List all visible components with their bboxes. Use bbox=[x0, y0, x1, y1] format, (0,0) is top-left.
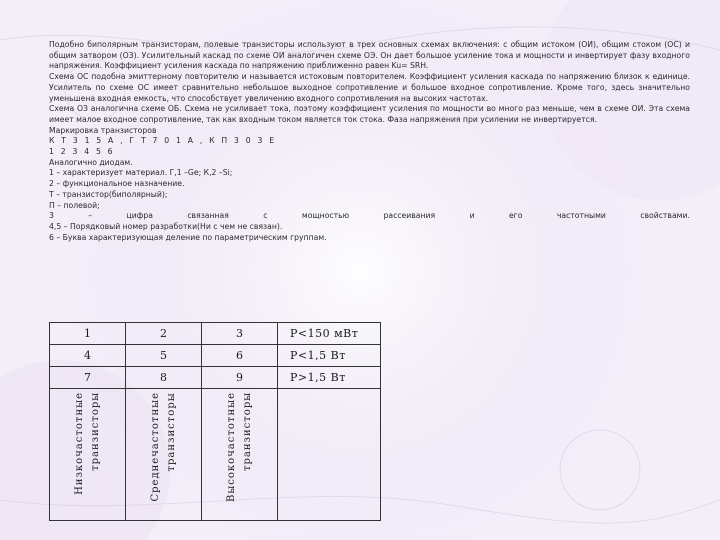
table-row bbox=[50, 389, 381, 521]
table-cell: 2 bbox=[126, 323, 202, 345]
marking-item-t: Т – транзистор(биполярный); bbox=[49, 189, 168, 199]
document-text bbox=[49, 40, 690, 243]
marking-item-2: 2 – функциональное назначение. bbox=[49, 179, 185, 189]
marking-codes: К Т 3 1 5 А , Г Т 7 0 1 А , К П 3 0 3 Е bbox=[49, 136, 277, 146]
power-cell: P<150 мВт bbox=[278, 323, 381, 345]
freq-low-cell: Низкочастотные транзисторы bbox=[50, 389, 126, 521]
paragraph-common-drain: Схема ОС подобна эмиттерному повторителю и называется истоковым повторителем. Коэффициент усиления каскада по напряжению близок к единице. Усилитель по схеме ОС имеет сравнительно небольшое выходное сопротивление и большое входное сопротивление. Кроме того, здесь значительно уменьшена входная емкость, что способствует увеличению входного сопротивления на высоких частотах. bbox=[49, 72, 690, 103]
table-row bbox=[50, 323, 381, 345]
table-cell: 8 bbox=[126, 367, 202, 389]
marking-item-1: 1 – характеризует материал. Г,1 –Ge; К,2 –Si; bbox=[49, 168, 233, 178]
paragraph-common-source: Подобно биполярным транзисторам, полевые транзисторы используют в трех основных схемах включения: с общим истоком (ОИ), общим стоком (ОС) и общим затвором (ОЗ). Усилительный каскад по схеме ОИ аналогичен схеме ОЭ. Он дает большое усиление тока и мощности и инвертирует фазу входного напряжения. Коэффициент усиления каскада по напряжению приближенно равен Ku= SRH. bbox=[49, 40, 690, 71]
marking-item-3: 3 – цифра связанная с мощностью рассеивания и его частотными свойствами. bbox=[49, 211, 690, 221]
table-cell: 1 bbox=[50, 323, 126, 345]
table-row bbox=[50, 345, 381, 367]
table-row bbox=[50, 367, 381, 389]
marking-heading: Маркировка транзисторов bbox=[49, 125, 157, 135]
marking-item-p: П – полевой; bbox=[49, 200, 100, 210]
table-cell: 5 bbox=[126, 345, 202, 367]
marking-similar: Аналогично диодам. bbox=[49, 157, 133, 167]
power-cell: P<1,5 Вт bbox=[278, 345, 381, 367]
marking-positions: 1 2 3 4 5 6 bbox=[49, 147, 115, 157]
table-cell: 6 bbox=[202, 345, 278, 367]
paragraph-common-gate: Схема ОЗ аналогична схеме ОБ. Схема не усиливает тока, поэтому коэффициент усиления по мощности во много раз меньше, чем в схеме ОИ. Эта схема имеет малое входное сопротивление, так как входным током является ток стока. Фаза напряжения при усилении не инвертируется. bbox=[49, 104, 690, 124]
table-cell: 7 bbox=[50, 367, 126, 389]
freq-mid-cell: Среднечастотные транзисторы bbox=[126, 389, 202, 521]
table-cell: 9 bbox=[202, 367, 278, 389]
marking-item-45: 4,5 – Порядковый номер разработки(Ни с чем не связан). bbox=[49, 221, 283, 231]
table-cell: 3 bbox=[202, 323, 278, 345]
table-cell: 4 bbox=[50, 345, 126, 367]
marking-table bbox=[49, 322, 381, 521]
marking-item-6: 6 – Буква характеризующая деление по параметрическим группам. bbox=[49, 232, 327, 242]
freq-high-cell: Высокочастотные транзисторы bbox=[202, 389, 278, 521]
empty-cell bbox=[278, 389, 381, 521]
power-cell: P>1,5 Вт bbox=[278, 367, 381, 389]
